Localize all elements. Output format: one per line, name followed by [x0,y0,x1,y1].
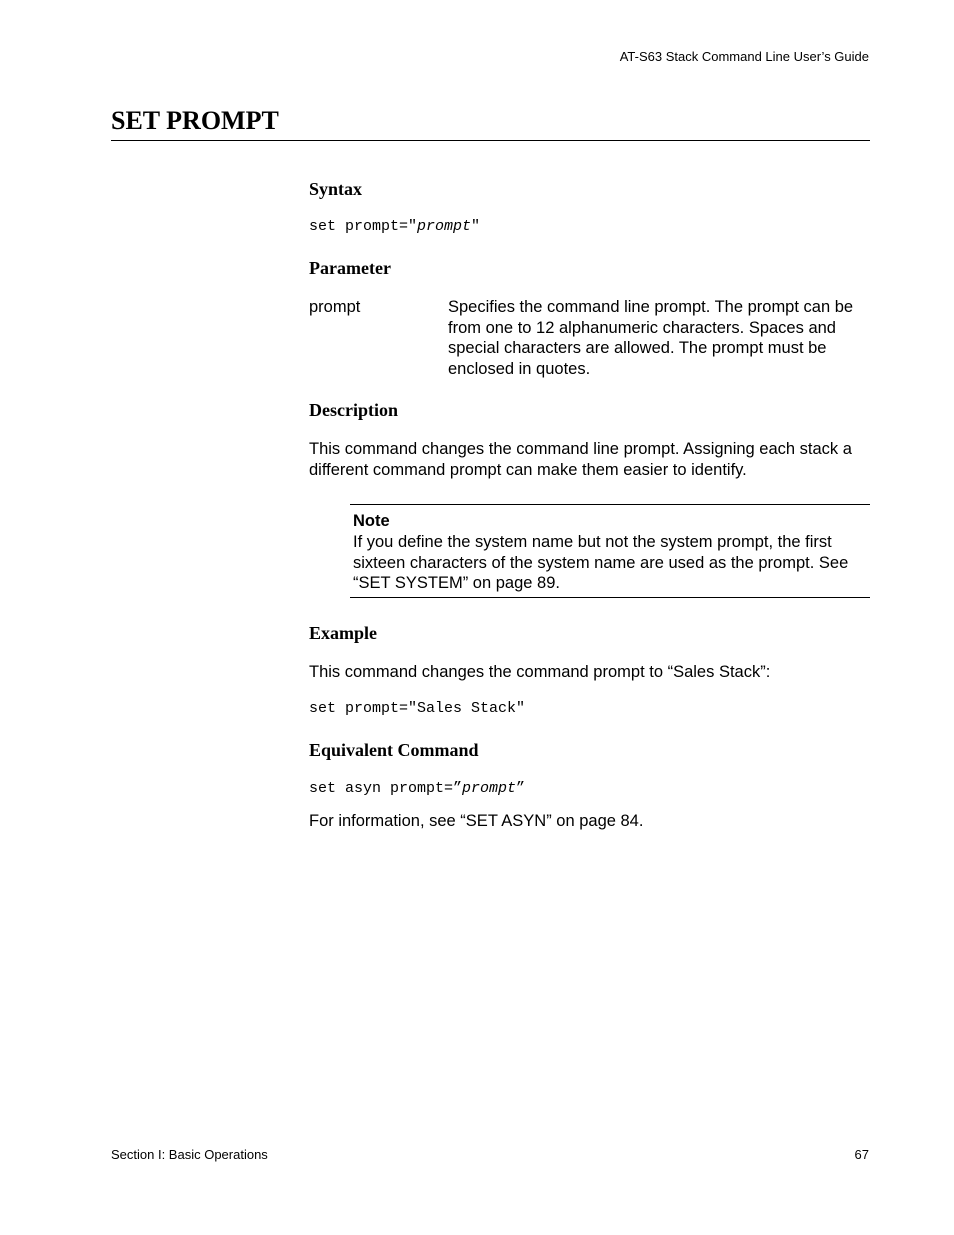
description-text: This command changes the command line prompt. Assigning each stack a different command prompt can make them easier to identify. [309,440,852,479]
parameter-heading: Parameter [309,258,391,278]
equivalent-info: For information, see “SET ASYN” on page 84. [309,812,644,830]
example-text: This command changes the command prompt to “Sales Stack”: [309,663,771,681]
parameter-description: Specifies the command line prompt. The prompt can be from one to 12 alphanumeric characters. Spaces and special characters are allowed. The prompt must be enclosed in quotes. [448,298,854,378]
equivalent-code [309,780,525,797]
footer-section: Section I: Basic Operations [111,1147,268,1162]
syntax-code-suffix: " [471,218,481,235]
equivalent-code-suffix: ” [516,780,526,797]
syntax-code [309,218,480,235]
description-heading: Description [309,400,398,420]
note-label: Note [353,512,390,530]
title-rule [111,140,870,141]
note-text: If you define the system name but not the system prompt, the first sixteen characters of the system name are used as the prompt. See “SET SYSTEM” on page 89. [353,533,849,592]
page-number: 67 [854,1147,869,1162]
example-code: set prompt="Sales Stack" [309,700,526,717]
equivalent-code-param: prompt [462,780,517,797]
syntax-code-param: prompt [417,218,472,235]
syntax-code-prefix: set prompt=" [309,218,418,235]
section-title: SET PROMPT [111,106,279,135]
equivalent-code-prefix: set asyn prompt=” [309,780,463,797]
equivalent-heading: Equivalent Command [309,740,479,760]
example-heading: Example [309,623,378,643]
running-header: AT-S63 Stack Command Line User’s Guide [619,49,869,64]
note-box [350,504,870,598]
syntax-heading: Syntax [309,179,363,199]
parameter-name: prompt [309,298,361,316]
